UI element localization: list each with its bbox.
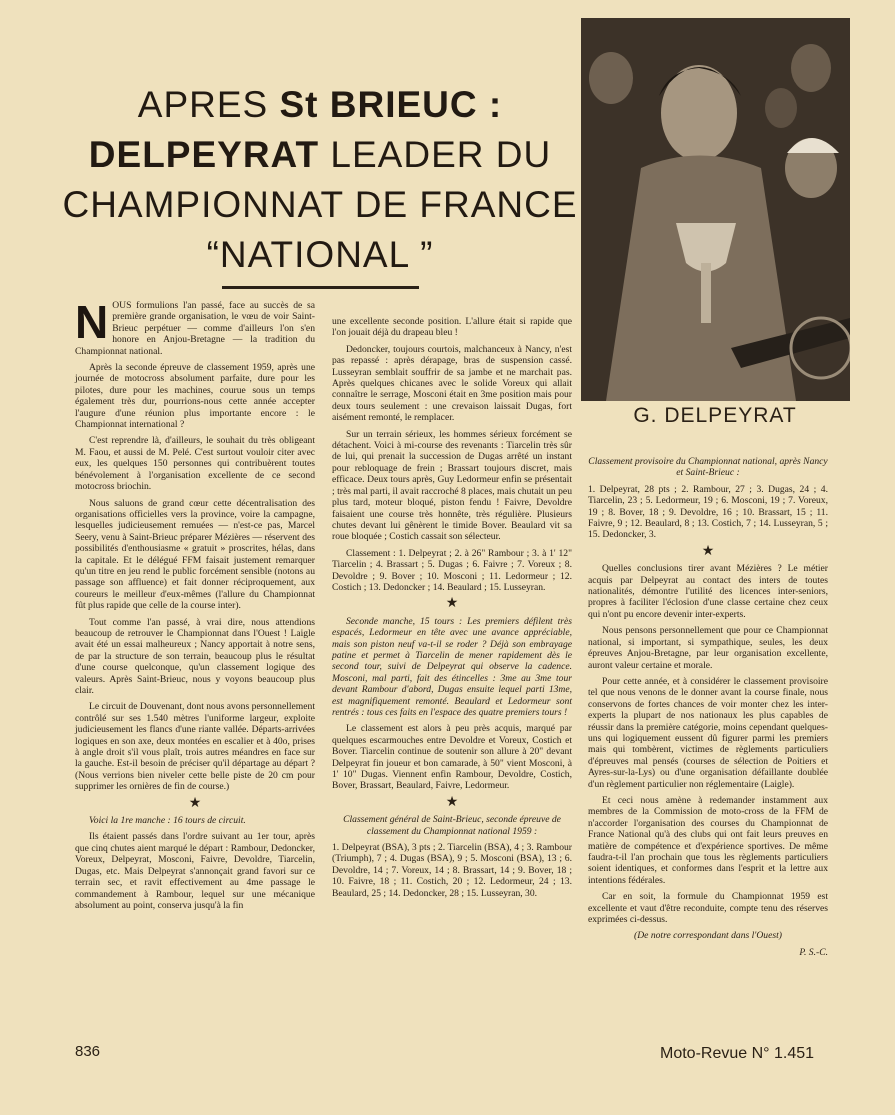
paragraph: Seconde manche, 15 tours : Les premiers défilent très espacés, Ledormeur en tête avec une avance appréciable, mais son piston neuf va-t-il se roder ? Déjà son embrayage patine et permet à Tiarcelin de mener rapidement dès le second tour, suivi de Delpeyrat qui observe la cadence. Mosconi, mal parti, fait des étincelles : 3me au 3me tour devant Rambour d'abord, Dugas ensuite lequel parti 13me, est magnifiquement remonté. Beaulard et Ledormeur sont rentrés : tous ces faits en l'espace des quatre premiers tours ! [332,615,572,718]
magazine-issue: Moto-Revue N° 1.451 [660,1045,815,1062]
paragraph: Ils étaient passés dans l'ordre suivant au 1er tour, après que cinq chutes aient marqué le départ : Rambour, Dedoncker, Voreux, Delpeyrat, Mosconi, Faivre, Devoldre, Tiarcelin, Dugas, etc. Mais Delpeyrat s'annonçait grand favori sur ce terrain sec, et ravit effectivement au 4me passage le commandement à Rambour, lequel sur une mécanique absolument au point, conserva jusqu'à la fin [75,831,315,911]
article-column-1 [75,296,315,916]
rider-photo [581,18,850,401]
paragraph: NOUS formulions l'an passé, face au succès de sa première grande organisation, le vœu de voir Saint-Brieuc perpétuer — comme d'ailleurs l'on s'en honore en Anjou-Bretagne — la tradition du Championnat national. [75,296,315,357]
paragraph: Le circuit de Douvenant, dont nous avons personnellement contrôlé sur ses 1.540 mètres l'uniforme largeur, exploite judicieusement les flancs d'une riante vallée. Départs-arrivées logiques en son axe, deux montées en escalier et à 40o, prises à angle droit s'il vous plaît, trois autres méandres en face sur la gauche. Est-il besoin de préciser qu'il départage au départ ? (Nous verrions bien niveler cette belle piste de 20 cm pour supprimer les ornières de fin de course.) [75,701,315,793]
headline [60,80,580,280]
paragraph: Quelles conclusions tirer avant Mézières ? Le métier acquis par Delpeyrat au contact des inters de toutes nationalités, démontre l'utilité des licences inter-seniors, propres à faciliter l'éclosion d'une classe certaine chez ceux qui n'ont pu encore devenir inter-experts. [588,563,828,620]
paragraph: Dedoncker, toujours courtois, malchanceux à Nancy, n'est pas repassé : après dérapage, bras de suspension cassé. Lusseyran semblait souffrir de sa jambe et ne marchait pas. Après quelques chicanes avec le solide Voreux qui allait connaître le serrage, Mosconi était en 3me position mais pour deux tours seulement : une crevaison laissait Dugas, fort aisément remonté, le remplacer. [332,343,572,424]
paragraph: Pour cette année, et à considérer le classement provisoire tel que nous venons de le donner avant la course finale, nous conservons de fortes chances de voir monter chez les inter-experts la plupart de nos nationaux les plus capables de réussir dans la première catégorie, moins cependant quelques-uns qui logiquement eussent dû figurer parmi les premiers mais qui tombèrent, victimes de règlements particuliers d'épreuves mal pensés (courses de sélection de Poitiers et Ayres-sur-la-Lys) ou d'une organisation défaillante doublée d'un règlement particulier non réglementaire (Laigle). [588,675,828,790]
paragraph: Car en soit, la formule du Championnat 1959 est excellente et vaut d'être reconduite, compte tenu des réserves exprimées ci-dessus. [588,891,828,926]
drop-cap: N [75,296,109,348]
section-star: ★ [701,543,715,559]
correspondent-credit: (De notre correspondant dans l'Ouest) [634,930,782,942]
paragraph: C'est reprendre là, d'ailleurs, le souhait du très obligeant M. Faou, et aussi de M. Pelé. C'est surtout vouloir citer avec eux, les quelques 150 personnes qui contribuèrent toutes bénévolement à l'organisation excellente de ce second motocross briochin. [75,435,315,493]
headline-line-2: DELPEYRAT LEADER DU [88,134,552,175]
rider-photo-illustration [581,18,850,401]
paragraph: 1. Delpeyrat (BSA), 3 pts ; 2. Tiarcelin (BSA), 4 ; 3. Rambour (Triumph), 7 ; 4. Dugas (BSA), 9 ; 5. Mosconi (BSA), 13 ; 6. Devoldre, 14 ; 7. Voreux, 14 ; 8. Brassart, 14 ; 9. Bover, 18 ; 10. Faivre, 18 ; 11. Costich, 20 ; 12. Ledormeur, 24 ; 13. Beaulard, 25 ; 14. Dedoncker, 28 ; 15. Lusseyran, 30. [332,842,572,899]
paragraph: Après la seconde épreuve de classement 1959, après une journée de motocross absolument parfaite, dure pour les pilotes, dure pour les machines, courue sous un temps également très dur, pourrions-nous cette année accepter l'augure d'une réunion plus importante encore : le Championnat international ? [75,362,315,431]
paragraph: Tout comme l'an passé, à vrai dire, nous attendions beaucoup de retrouver le Championnat dans l'Ouest ! Laigle avait été un essai malheureux ; Nancy apportait à notre sens, de par la structure de son terrain, beaucoup plus le résultat d'une course quelconque, qu'un classement logique des valeurs. Après Saint-Brieuc, nous y voyons beaucoup plus clair. [75,616,315,696]
paragraph: une excellente seconde position. L'allure était si rapide que l'on jouait déjà du drapeau bleu ! [332,316,572,339]
headline-rule [222,286,419,289]
paragraph: 1. Delpeyrat, 28 pts ; 2. Rambour, 27 ; 3. Dugas, 24 ; 4. Tiarcelin, 23 ; 5. Ledormeur, 19 ; 6. Mosconi, 19 ; 7. Voreux, 19 ; 8. Bover, 18 ; 9. Devoldre, 16 ; 10. Brassart, 15 ; 11. Faivre, 9 ; 12. Beaulard, 8 ; 13. Costich, 7 ; 14. Lusseyran, 5 ; 15. Dedoncker, 3. [588,483,828,541]
paragraph: Voici la 1re manche : 16 tours de circuit. [89,815,246,827]
section-star: ★ [445,596,459,612]
paragraph: Classement provisoire du Championnat national, après Nancy et Saint-Brieuc : [588,456,828,479]
section-star: ★ [445,794,459,810]
photo-caption: G. DELPEYRAT [633,404,797,427]
author-signature: P. S.-C. [799,946,828,958]
paragraph: Et ceci nous amène à redemander instamment aux membres de la Commission de moto-cross de la FFM de n'accorder l'organisation des courses du Championnat de France National qu'à des clubs qui ont fait leurs preuves en matière de compétence et d'expérience sportives. De même faudra-t-il l'an prochain que tous les règlements particuliers soient identiques, et conformes dans l'esprit et la lettre aux intentions fédérales. [588,794,828,886]
headline-line-1: APRES St BRIEUC : [137,84,503,125]
paragraph: Sur un terrain sérieux, les hommes sérieux forcément se détachent. Voici à mi-course des revenants : Tiarcelin très sûr de lui, qui prenait la succession de Dugas arrêté un instant pour rebloquage de frein ; Brassart toujours discret, mais efficace. Deux tours après, Guy Ledormeur enfin se présentait ; très mal parti, il avait raccroché 8 places, mais chutait un peu plus tard, moteur bloqué, piston fendu ! Faivre, Devoldre faisaient une course très honnête, très régulière. Plusieurs chutes devant lui gênèrent le timide Bover. Beaulard vit sa roue bloquée ; Costich cassait son sélecteur. [332,428,572,543]
page-number: 836 [75,1043,101,1060]
paragraph: Nous saluons de grand cœur cette décentralisation des organisations officielles vers la province, voire la campagne, lesquelles judicieusement remuées — n'est-ce pas, Marcel Seery, venu à Saint-Brieuc préparer Mézières — réservent des possibilités d'enthousiasme « gratuit » proscrites, hélas, dans la capitale. Et le délégué FFM faisait justement remarquer qu'un titre en jeu rend le public forcément sensible (notons au passage son affluence) et fait donner réciproquement, aux coureurs le meilleur d'eux-mêmes (l'allure du Championnat fût plus rapide que celle de la course inter). [75,497,315,612]
section-star: ★ [188,795,202,811]
paragraph: Nous pensons personnellement que pour ce Championnat national, si important, si sympathique, seules, les deux épreuves Anjou-Bretagne, par leur organisation excellente, auront valeur certaine et morale. [588,625,828,671]
article-column-3 [588,456,828,963]
paragraph: Classement général de Saint-Brieuc, seconde épreuve de classement du Championnat national 1959 : [343,814,561,837]
paragraph: Le classement est alors à peu près acquis, marqué par quelques escarmouches entre Devoldre et Voreux, Costich et Bover. Tiarcelin continue de soutenir son allure à 20" devant Delpeyrat fin joueur et bon camarade, à 50" vient Mosconi, à 1' 10" Dugas. Viennent enfin Rambour, Devoldre, Costich, Bover, Brassart, Beaulard, Faivre, Ledormeur. [332,723,572,792]
paragraph: Classement : 1. Delpeyrat ; 2. à 26" Rambour ; 3. à 1' 12" Tiarcelin ; 4. Brassart ; 5. Dugas ; 6. Faivre ; 7. Voreux ; 8. Devoldre ; 9. Bover ; 10. Mosconi ; 11. Ledormeur ; 12. Costich ; 13. Dedoncker ; 14. Beaulard ; 15. Lusseyran. [332,547,572,593]
article-column-2 [332,316,572,904]
headline-line-4: “NATIONAL ” [206,234,434,275]
headline-line-3: CHAMPIONNAT DE FRANCE [62,184,578,225]
